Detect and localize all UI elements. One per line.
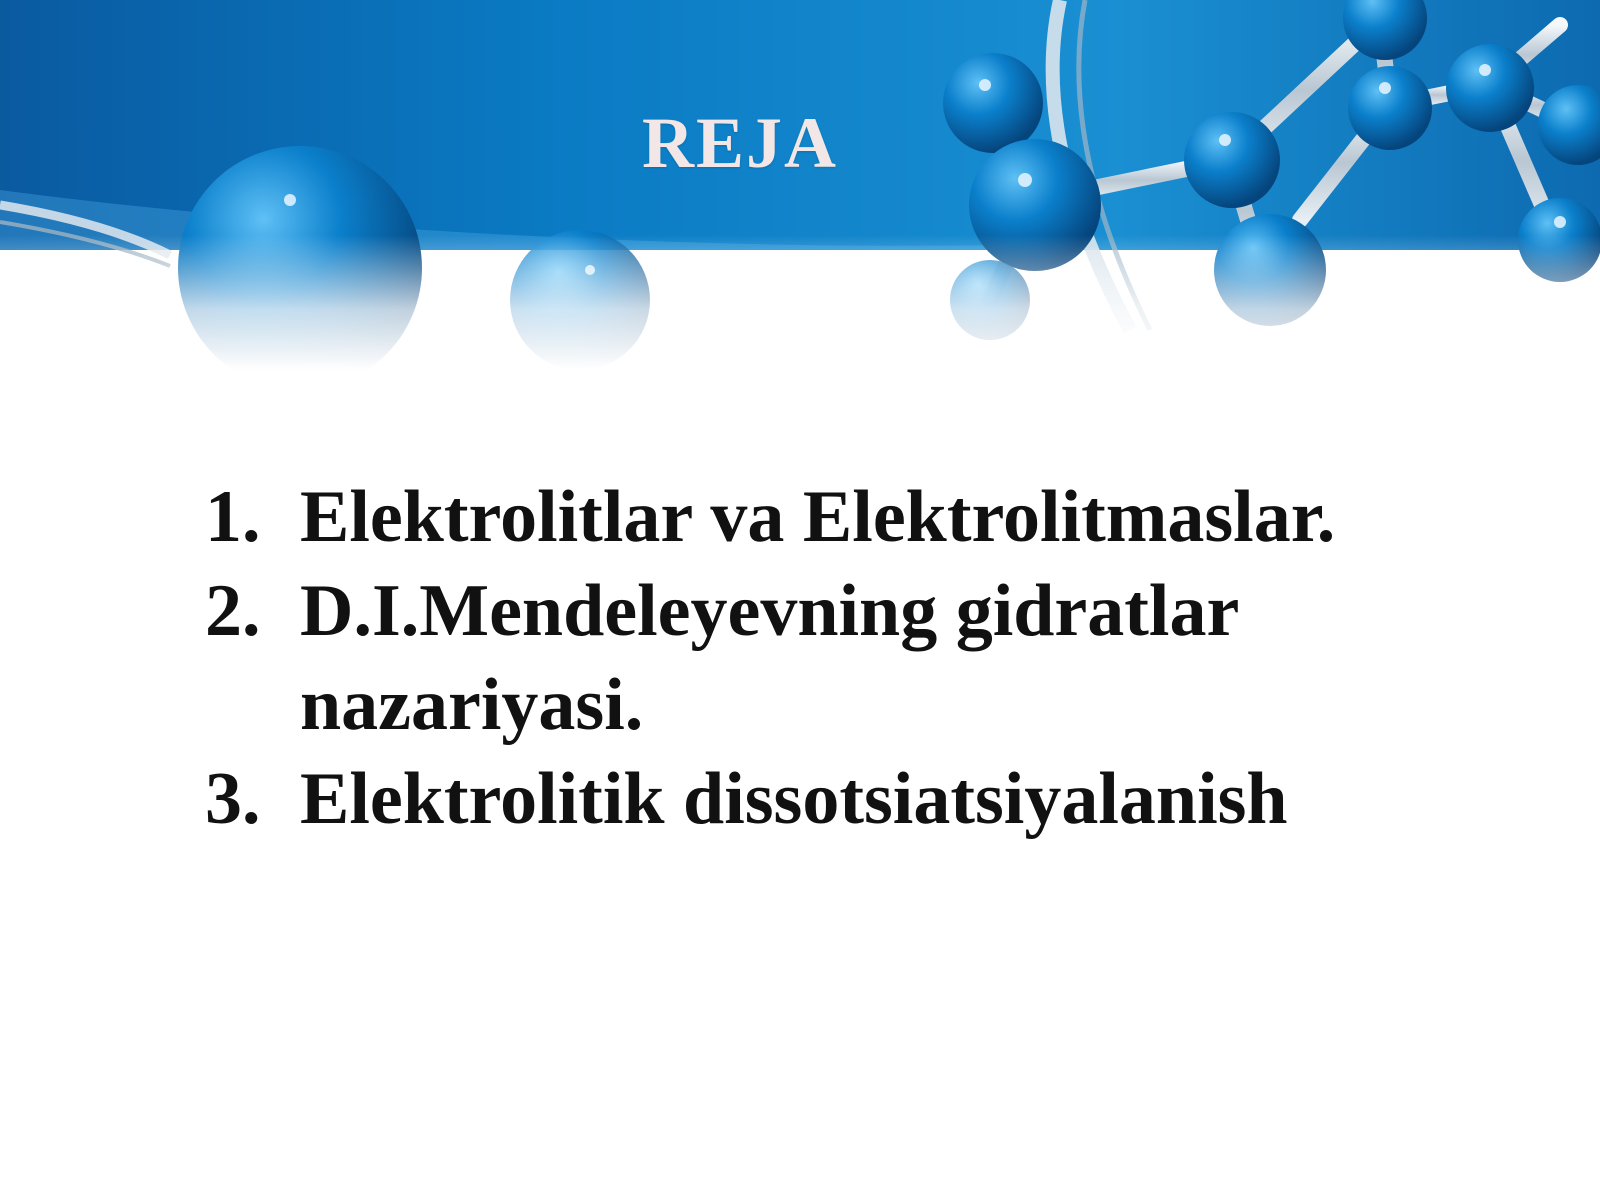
- list-item: [205, 564, 1505, 752]
- list-item-number: 2.: [205, 570, 261, 652]
- slide-title: REJA: [641, 103, 838, 183]
- plan-list: [205, 470, 1505, 846]
- list-item-text: D.I.Mendeleyevning gidratlar nazariyasi.: [300, 570, 1238, 746]
- list-item-text: Elektrolitik dissotsiatsiyalanish: [300, 758, 1288, 840]
- list-item-number: 3.: [205, 758, 261, 840]
- list-item-number: 1.: [205, 476, 261, 558]
- list-item: [205, 470, 1505, 564]
- header-banner: [0, 0, 1600, 370]
- molecule-graphic: [0, 0, 1600, 370]
- list-item: [205, 752, 1505, 846]
- list-item-text: Elektrolitlar va Elektrolitmaslar.: [300, 476, 1336, 558]
